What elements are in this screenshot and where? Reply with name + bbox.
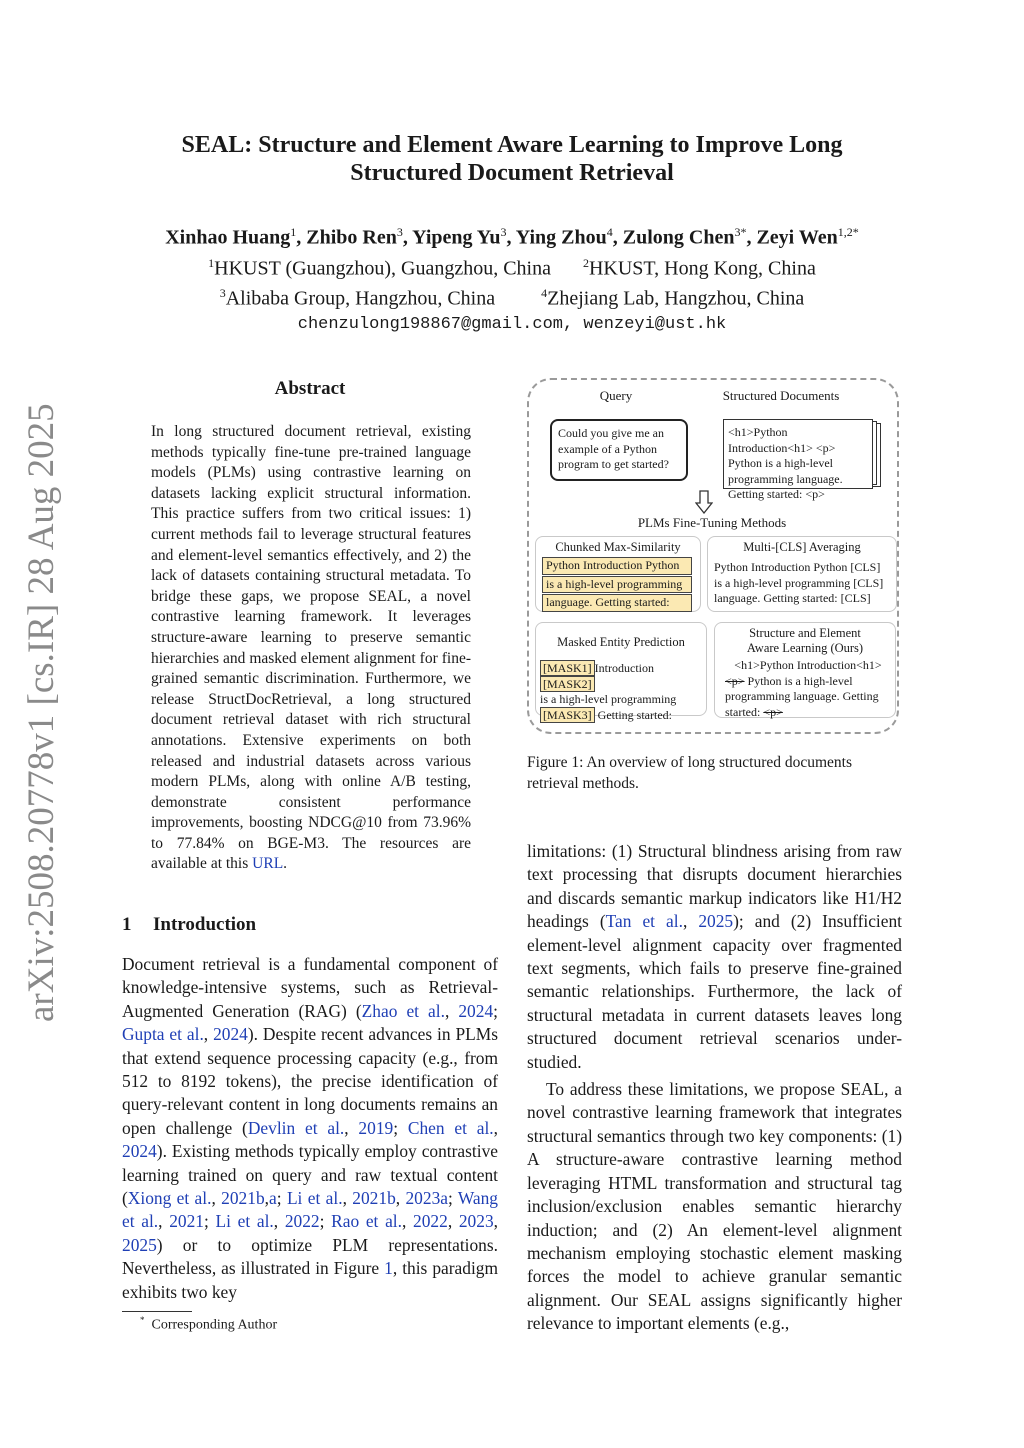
author-name: Zeyi Wen xyxy=(756,226,838,249)
panel-3-text: [MASK1] Introduction [MASK2] is a high-level programming [MASK3] Getting started: xyxy=(540,661,677,722)
citation-link[interactable]: 2024 xyxy=(122,1141,157,1162)
abstract-text: In long structured document retrieval, existing methods typically fine-tune pre-trained language models (PLMs) using contrastive learning on datasets lacking explicit structural information. This practice suffers from two critical issues: 1) current methods fail to leverage structural features and element-level semantics effectively, and 2) the lack of datasets containing structural metadata. To bridge these gaps, we propose SEAL, a novel contrastive learning framework. It leverages structure-aware learning to preserve semantic hierarchies and masked element alignment for fine-grained semantic discrimination. Furthermore, we release StructDocRetrieval, a long structured document retrieval dataset with rich structural annotations. Extensive experiments on both released and industrial datasets across various modern PLMs, along with online A/B testing, demonstrate consistent performance improvements, boosting NDCG@10 from 73.96% to 77.84% on BGE-M3. The resources are available at this URL. xyxy=(151,423,471,873)
author-affiliation-mark: 1 xyxy=(290,225,297,239)
citation-link[interactable]: 2024 xyxy=(213,1024,248,1045)
title-line-2: Structured Document Retrieval xyxy=(350,160,674,186)
panel-4-text: <h1>Python Introduction<h1> <p> Python is a high-level programming language. Getting started: <p> xyxy=(725,658,882,719)
citation-link[interactable]: 2024 xyxy=(458,1000,494,1021)
citation-link[interactable]: Rao et al. xyxy=(331,1211,402,1232)
author-affiliation-mark: 4 xyxy=(606,225,613,239)
citation-link[interactable]: 2023a xyxy=(405,1188,448,1209)
panel-2-title: Multi-[CLS] Averaging xyxy=(743,540,861,554)
citation-link[interactable]: 2021b xyxy=(221,1188,265,1209)
citation-link[interactable]: Li et al. xyxy=(286,1188,343,1209)
citation-link[interactable]: 2022 xyxy=(284,1211,320,1232)
affiliations-line-2: $^3$Alibaba Group, Hangzhou, China $^4$Zhejiang Lab, Hangzhou, China xyxy=(219,286,805,310)
author-affiliation-mark: 3 xyxy=(396,225,403,239)
section-heading-introduction: 1 Introduction xyxy=(122,914,257,935)
figure-query-label: Query xyxy=(599,388,633,403)
figure-docs-text: <h1>Python Introduction<h1> <p> Python is a high-level programming language. Getting started: <p> xyxy=(728,425,843,501)
figure-documents-stack xyxy=(723,419,881,501)
struck-tag-close: <p> xyxy=(763,704,783,719)
resources-url-link[interactable]: URL xyxy=(252,855,284,873)
author-name: Zhibo Ren xyxy=(306,226,397,249)
mask-1-token: [MASK1] xyxy=(540,660,595,676)
affiliations-line-1: $^1$HKUST (Guangzhou), Guangzhou, China $^2$HKUST, Hong Kong, China xyxy=(208,255,816,280)
author-affiliation-mark: 3 xyxy=(500,225,507,239)
introduction-paragraph: Document retrieval is a fundamental component of knowledge-intensive systems, such as Retrieval-Augmented Generation (RAG) (Zhao et al., 2024; Gupta et al., 2024). Despite recent advances in PLMs that extend sequence processing capacity (e.g., from 512 to 8192 tokens), the precise identification of query-relevant content in long documents remains an open challenge (Devlin et al., 2019; Chen et al., 2024). Existing methods typically employ contrastive learning trained on query and raw textual content (Xiong et al., 2021b,a; Li et al., 2021b, 2023a; Wang et al., 2021; Li et al., 2022; Rao et al., 2022, 2023, 2025) or to optimize PLM representations. Nevertheless, as illustrated in Figure 1, this paradigm exhibits two key xyxy=(122,954,499,1302)
citation-link[interactable]: 2025 xyxy=(698,911,734,932)
panel-multi-cls-averaging xyxy=(707,536,897,612)
citation-link[interactable]: Zhao et al. xyxy=(361,1000,445,1021)
citation-link[interactable]: 2021b xyxy=(352,1188,396,1209)
paper-title xyxy=(100,131,924,187)
abstract-heading: Abstract xyxy=(274,378,346,399)
author-block xyxy=(80,220,944,337)
title-line-1: SEAL: Structure and Element Aware Learning to Improve Long xyxy=(181,132,843,158)
panel-4-title: Structure and Element Aware Learning (Ours) xyxy=(746,626,864,655)
limitations-paragraph: limitations: (1) Structural blindness arising from raw text processing that disrupts document hierarchies and discards semantic markup indicators like H1/H2 headings (Tan et al., 2025); and (2) Insufficient element-level alignment capacity over fragmented text segments, which fails to preserve fine-grained semantic relationships. Furthermore, the lack of structural metadata in current datasets leaves long structured document retrieval scenarios under-studied. xyxy=(527,841,902,1072)
author-name: Zulong Chen xyxy=(622,226,735,249)
citation-link[interactable]: 2022 xyxy=(413,1211,448,1232)
citation-link[interactable]: Gupta et al. xyxy=(122,1024,204,1045)
panel-3-title: Masked Entity Prediction xyxy=(557,635,685,649)
panel-1-chunks xyxy=(542,557,692,609)
figure-docs-label: Structured Documents xyxy=(722,388,840,403)
seal-proposal-paragraph: To address these limitations, we propose SEAL, a novel contrastive learning framework that integrates structural semantics through two key components: (1) A structure-aware contrastive learning method leveraging HTML transformation and structural tag inclusion/exclusion enables semantic hierarchy induction; and (2) An element-level alignment mechanism employing stochastic element masking forces the model to achieve granular semantic alignment. Our SEAL assigns significantly higher relevance to important elements (e.g., xyxy=(527,1079,902,1334)
figure-1-caption: Figure 1: An overview of long structured documents retrieval methods. xyxy=(527,754,853,792)
down-arrow-icon xyxy=(695,490,713,514)
citation-link[interactable]: 1 xyxy=(384,1258,393,1279)
footnote: * Corresponding Author xyxy=(140,1315,278,1333)
mask-2-token: [MASK2] xyxy=(540,676,595,692)
citation-link[interactable]: Tan et al. xyxy=(605,911,683,932)
author-name: Ying Zhou xyxy=(515,226,607,249)
doc-sheet-front xyxy=(723,419,873,501)
chunk-1: Python Introduction Python xyxy=(542,557,692,575)
panel-1-title: Chunked Max-Similarity xyxy=(555,540,681,554)
author-name: Xinhao Huang xyxy=(165,226,291,249)
author-affiliation-mark: 1,2* xyxy=(837,225,859,239)
panel-2-text: Python Introduction Python [CLS] is a high-level programming [CLS] language. Getting started: [CLS] xyxy=(714,560,884,605)
panel-seal-ours xyxy=(714,622,896,718)
chunk-3: language. Getting started: xyxy=(542,594,692,612)
citation-link[interactable]: a xyxy=(269,1188,277,1209)
citation-link[interactable]: 2025 xyxy=(122,1234,157,1255)
figure-plm-label: PLMs Fine-Tuning Methods xyxy=(637,515,787,530)
citation-link[interactable]: Devlin et al. xyxy=(247,1117,345,1138)
arxiv-identifier: arXiv:2508.20778v1 [cs.IR] 28 Aug 2025 xyxy=(21,403,62,1022)
citation-link[interactable]: 2021 xyxy=(169,1211,204,1232)
citation-link[interactable]: 2019 xyxy=(358,1117,394,1138)
footnote-rule xyxy=(122,1311,192,1312)
author-list: Xinhao Huang$^1$, Zhibo Ren$^3$, Yipeng Yu$^3$, Ying Zhou$^4$, Zulong Chen$^{3*}$, Zeyi Wen$^{1,2*}$ xyxy=(165,225,859,249)
struck-tag-open: <p> xyxy=(725,673,745,688)
author-emails[interactable]: chenzulong198867@gmail.com, wenzeyi@ust.hk xyxy=(297,314,727,334)
right-column-text xyxy=(527,840,902,1336)
citation-link[interactable]: Li et al. xyxy=(215,1211,274,1232)
citation-link[interactable]: Wang et al. xyxy=(122,1188,499,1232)
author-affiliation-mark: 3* xyxy=(734,225,747,239)
citation-link[interactable]: Xiong et al. xyxy=(127,1188,212,1209)
citation-link[interactable]: 2023 xyxy=(458,1211,494,1232)
citation-link[interactable]: Chen et al. xyxy=(407,1117,494,1138)
figure-query-box: Could you give me an example of a Python program to get started? xyxy=(550,419,688,481)
panel-masked-entity-prediction xyxy=(535,622,707,722)
chunk-2: is a high-level programming xyxy=(542,576,692,594)
mask-3-token: [MASK3] xyxy=(540,707,595,723)
author-name: Yipeng Yu xyxy=(412,226,501,249)
